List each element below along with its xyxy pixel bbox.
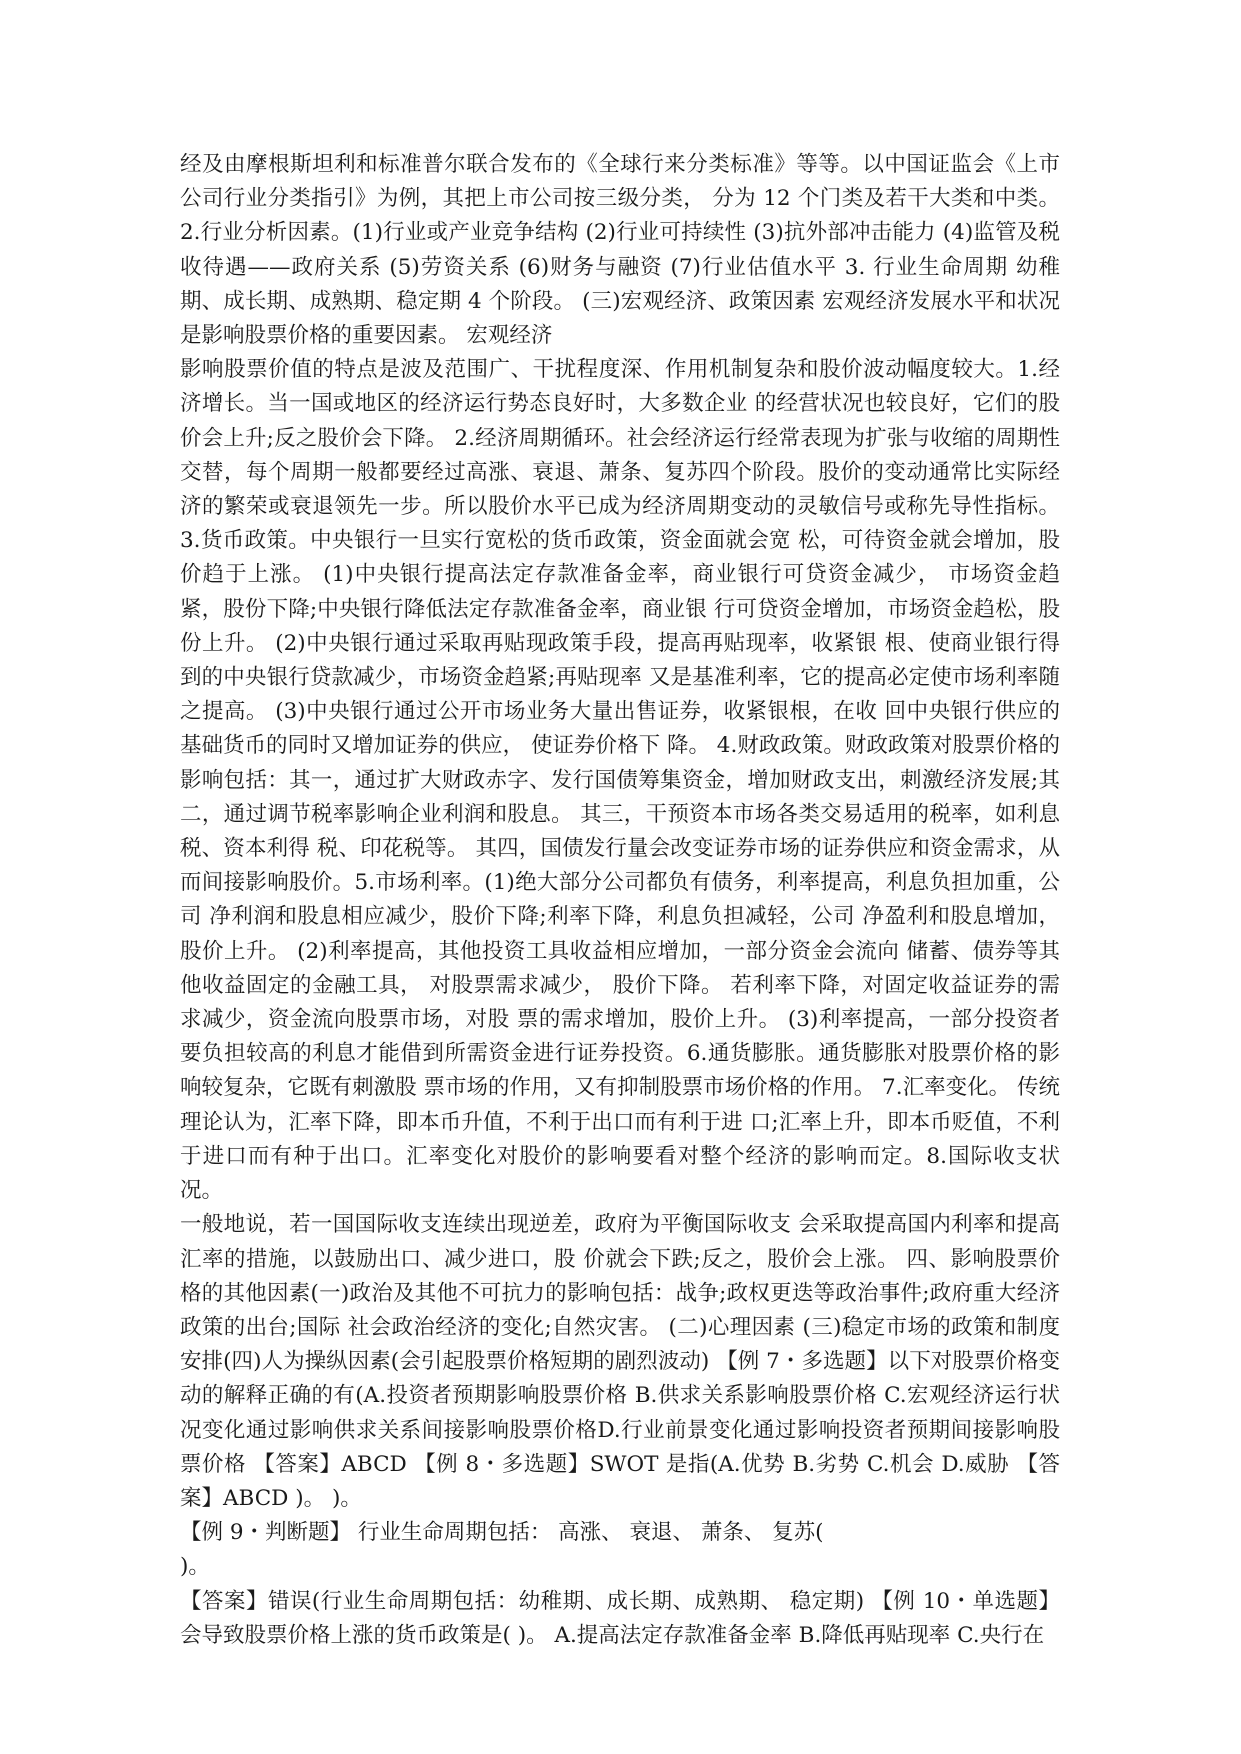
document-page (180, 148, 1060, 1653)
paragraph-example-9-close: )。 (180, 1554, 210, 1580)
paragraph-example-9: 【例 9・判断题】 行业生命周期包括： 高涨、 衰退、 萧条、 复苏( (180, 1520, 824, 1546)
paragraph-answer-example-10: 【答案】错误(行业生命周期包括：幼稚期、成长期、成熟期、 稳定期) 【例 10・单选题】会导致股票价格上涨的货币政策是( )。 A.提高法定存款准备金率 B.降低再贴现率 C.央行在 (180, 1588, 1060, 1648)
paragraph-industry-analysis: 经及由摩根斯坦利和标准普尔联合发布的《全球行来分类标准》等等。以中国证监会《上市公司行业分类指引》为例，其把上市公司按三级分类， 分为 12 个门类及若干大类和中类。2.行业分析因素。(1)行业或产业竞争结构 (2)行业可持续性 (3)抗外部冲击能力 (4)监管及税收待遇——政府关系 (5)劳资关系 (6)财务与融资 (7)行业估值水平 3. 行业生命周期 幼稚期、成长期、成熟期、稳定期 4 个阶段。 (三)宏观经济、政策因素 宏观经济发展水平和状况是影响股票价格的重要因素。 宏观经济 (180, 152, 1060, 349)
paragraph-macro-economy: 影响股票价值的特点是波及范围广、干扰程度深、作用机制复杂和股价波动幅度较大。1.经济增长。当一国或地区的经济运行势态良好时，大多数企业 的经营状况也较良好，它们的股价会上升;反之股价会下降。 2.经济周期循环。社会经济运行经常表现为扩张与收缩的周期性交替，每个周期一般都要经过高涨、衰退、萧条、复苏四个阶段。股价的变动通常比实际经济的繁荣或衰退领先一步。所以股价水平已成为经济周期变动的灵敏信号或称先导性指标。3.货币政策。中央银行一旦实行宽松的货币政策，资金面就会宽 松，可待资金就会增加，股价趋于上涨。 (1)中央银行提高法定存款准备金率，商业银行可贷资金减少， 市场资金趋紧，股份下降;中央银行降低法定存款准备金率，商业银 行可贷资金增加，市场资金趋松，股份上升。 (2)中央银行通过采取再贴现政策手段，提高再贴现率，收紧银 根、使商业银行得到的中央银行贷款减少，市场资金趋紧;再贴现率 又是基准利率，它的提高必定使市场利率随之提高。 (3)中央银行通过公开市场业务大量出售证券，收紧银根，在收 回中央银行供应的基础货币的同时又增加证券的供应， 使证券价格下 降。 4.财政政策。财政政策对股票价格的影响包括：其一，通过扩大财政赤字、发行国债筹集资金，增加财政支出，刺激经济发展;其二，通过调节税率影响企业利润和股息。 其三，干预资本市场各类交易适用的税率，如利息税、资本利得 税、印花税等。 其四，国债发行量会改变证券市场的证券供应和资金需求，从而间接影响股价。5.市场利率。(1)绝大部分公司都负有债务，利率提高，利息负担加重，公司 净利润和股息相应减少，股价下降;利率下降，利息负担减轻，公司 净盈利和股息增加，股价上升。 (2)利率提高，其他投资工具收益相应增加，一部分资金会流向 储蓄、债券等其他收益固定的金融工具， 对股票需求减少， 股价下降。 若利率下降，对固定收益证券的需求减少，资金流向股票市场，对股 票的需求增加，股价上升。 (3)利率提高，一部分投资者要负担较高的利息才能借到所需资金进行证券投资。6.通货膨胀。通货膨胀对股票价格的影响较复杂，它既有刺激股 票市场的作用，又有抑制股票市场价格的作用。 7.汇率变化。 传统理论认为，汇率下降，即本币升值，不利于出口而有利于进 口;汇率上升，即本币贬值，不利于进口而有种于出口。汇率变化对股价的影响要看对整个经济的影响而定。8.国际收支状况。 (180, 357, 1060, 1204)
paragraph-balance-of-payments: 一般地说，若一国国际收支连续出现逆差，政府为平衡国际收支 会采取提高国内利率和提高汇率的措施，以鼓励出口、减少进口，股 价就会下跌;反之，股价会上涨。 四、影响股票价格的其他因素(一)政治及其他不可抗力的影响包括：战争;政权更迭等政治事件;政府重大经济政策的出台;国际 社会政治经济的变化;自然灾害。 (二)心理因素 (三)稳定市场的政策和制度安排(四)人为操纵因素(会引起股票价格短期的剧烈波动) 【例 7・多选题】以下对股票价格变动的解释正确的有(A.投资者预期影响股票价格 B.供求关系影响股票价格 C.宏观经济运行状况变化通过影响供求关系间接影响股票价格D.行业前景变化通过影响投资者预期间接影响股票价格 【答案】ABCD 【例 8・多选题】SWOT 是指(A.优势 B.劣势 C.机会 D.威胁 【答案】ABCD )。 )。 (180, 1212, 1060, 1511)
